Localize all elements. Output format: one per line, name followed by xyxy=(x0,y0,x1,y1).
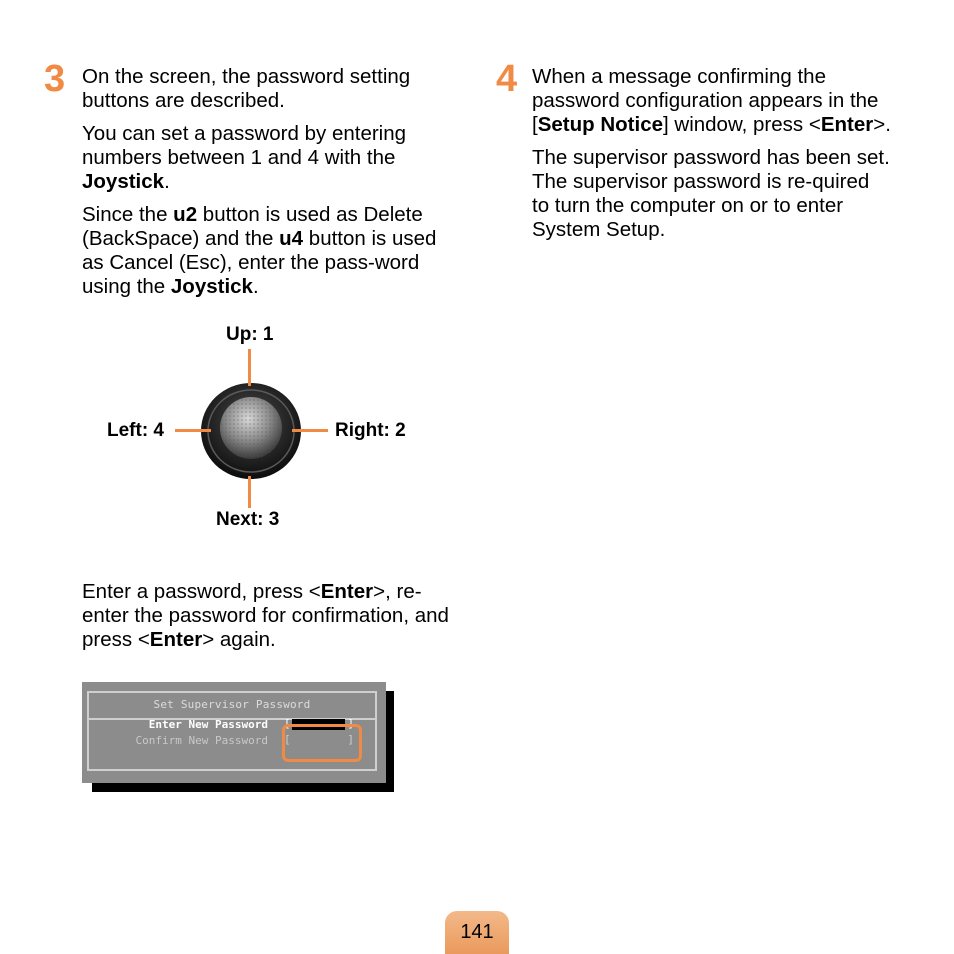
step-3-paragraph-2: You can set a password by entering numbers between 1 and 4 with the Joystick. xyxy=(82,122,407,193)
enter-new-password-label: Enter New Password xyxy=(148,718,268,731)
joystick-left-line xyxy=(175,429,211,432)
step-number-4: 4 xyxy=(496,58,518,100)
step-4-paragraph-2: The supervisor password has been set. The supervisor password is re-quired to turn the computer on or to enter System Setup. xyxy=(532,146,890,241)
confirm-new-password-label: Confirm New Password xyxy=(135,734,268,747)
step-3-text xyxy=(82,65,462,308)
joystick-right-line xyxy=(292,429,328,432)
enter-password-text xyxy=(82,580,462,661)
joystick-next-label: Next: 3 xyxy=(216,509,280,530)
joystick-up-line xyxy=(248,349,251,386)
enter-new-password-field[interactable]: [ ] xyxy=(284,717,354,730)
page-number-tab xyxy=(445,911,509,954)
step-3-intro: On the screen, the password setting buttons are described. xyxy=(82,65,411,112)
joystick-icon xyxy=(196,378,306,484)
dialog-title: Set Supervisor Password xyxy=(153,698,311,711)
step-4-paragraph-1: When a message confirming the password configuration appears in the [Setup Notice] window, press <Enter>. xyxy=(532,65,891,136)
enter-password-paragraph: Enter a password, press <Enter>, re-enter the password for confirmation, and press <Enter> again. xyxy=(82,580,449,651)
joystick-right-label: Right: 2 xyxy=(335,420,406,441)
joystick-left-label: Left: 4 xyxy=(107,420,164,441)
step-3-paragraph-3: Since the u2 button is used as Delete (BackSpace) and the u4 button is used as Cancel (Esc), enter the pass-word using the Joystick. xyxy=(82,203,437,298)
set-supervisor-password-dialog xyxy=(82,682,386,783)
confirm-new-password-field[interactable]: [ ] xyxy=(284,733,354,746)
step-number-3: 3 xyxy=(44,58,66,100)
joystick-down-line xyxy=(248,476,251,508)
step-4-text xyxy=(532,65,892,251)
password-fields-highlight xyxy=(282,724,362,762)
joystick-up-label: Up: 1 xyxy=(226,324,274,345)
page-number: 141 xyxy=(460,921,494,943)
